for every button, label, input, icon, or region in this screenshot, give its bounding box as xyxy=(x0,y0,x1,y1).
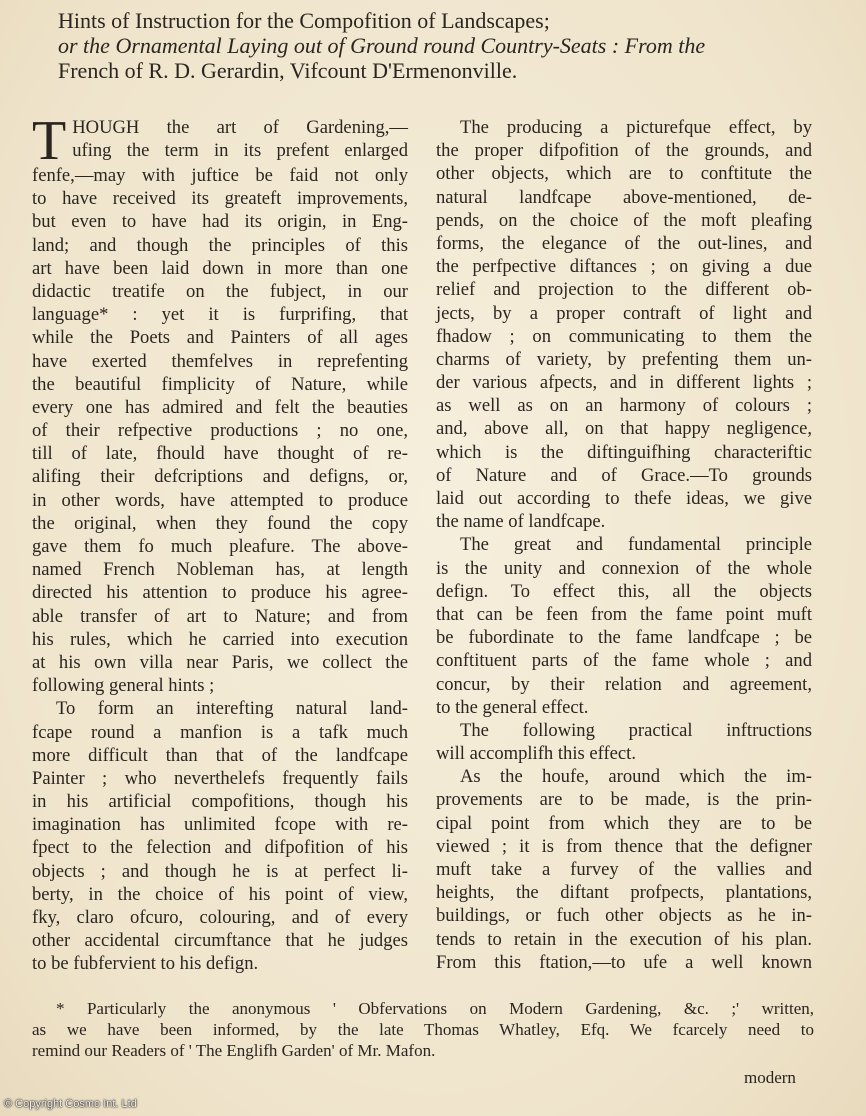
footnote-line: * Particularly the anonymous ' Obfervations on Modern Gardening, &c. ;' written, xyxy=(56,999,814,1018)
text-line: fky, claro ofcuro, colouring, and of every xyxy=(32,907,408,928)
text-line: laid out according to thefe ideas, we give xyxy=(436,488,812,509)
right-paragraph-2 xyxy=(436,533,812,719)
text-line: gave them fo much pleafure. The above- xyxy=(32,536,408,557)
left-paragraph-2 xyxy=(32,697,408,975)
text-line: fcape round a manfion is a tafk much xyxy=(32,721,408,743)
text-line: pends, on the choice of the moft pleafing xyxy=(436,209,812,231)
text-line: his rules, which he carried into execution xyxy=(32,628,408,650)
right-paragraph-1 xyxy=(436,116,812,533)
title-line-3: French of R. D. Gerardin, Vifcount D'Ermenonville. xyxy=(58,58,518,83)
text-line: To form an interefting natural land- xyxy=(56,698,408,720)
right-paragraph-4 xyxy=(436,765,812,974)
text-line: berty, in the choice of his point of view, xyxy=(32,883,408,905)
text-line: art have been laid down in more than one xyxy=(32,257,408,279)
text-line: cipal point from which they are to be xyxy=(436,812,812,834)
text-line: that can be feen from the fame point muft xyxy=(436,603,812,625)
text-line: to the general effect. xyxy=(436,696,589,718)
text-line: ufing the term in its prefent enlarged xyxy=(72,140,408,162)
text-line: As the houfe, around which the im- xyxy=(460,766,812,788)
text-line: fenfe,—may with juftice be faid not only xyxy=(32,165,408,186)
text-line: heights, the diftant profpects, plantations, xyxy=(436,882,812,904)
text-line: The following practical inftructions xyxy=(460,719,812,741)
text-line: of their refpective productions ; no one, xyxy=(32,420,408,442)
text-line: but even to have had its origin, in Eng- xyxy=(32,211,408,233)
text-line: in other words, have attempted to produce xyxy=(32,489,408,511)
text-line: muft take a furvey of the vallies and xyxy=(436,859,812,880)
title-line-1: Hints of Instruction for the Compofition of Landscapes; xyxy=(58,8,550,33)
text-line: alifing their defcriptions and defigns, or, xyxy=(32,466,408,488)
text-line: objects ; and though he is at perfect li- xyxy=(32,860,408,882)
text-line: have exerted themfelves in reprefenting xyxy=(32,350,408,372)
text-line: tends to retain in the execution of his plan. xyxy=(436,928,812,950)
text-line: concur, by their relation and agreement, xyxy=(436,673,812,695)
text-line: at his own villa near Paris, we collect the xyxy=(32,651,408,673)
text-line: provements are to be made, is the prin- xyxy=(436,789,812,811)
text-line: and, above all, on that happy negligence, xyxy=(436,418,812,440)
text-line: imagination has unlimited fcope with re- xyxy=(32,814,408,836)
catchword: modern xyxy=(744,1068,796,1087)
left-column xyxy=(32,110,408,976)
text-line: more difficult than that of the landfcape xyxy=(32,744,408,766)
copyright-watermark: © Copyright Cosmo Int. Ltd xyxy=(4,1098,137,1110)
drop-cap: T xyxy=(32,110,67,172)
right-column xyxy=(436,116,812,974)
left-paragraph-1 xyxy=(32,164,408,697)
text-line: of Nature and of Grace.—To grounds xyxy=(436,464,812,486)
right-paragraph-3 xyxy=(436,719,812,765)
text-line: directed his attention to produce his agree- xyxy=(32,582,408,604)
text-line: able transfer of art to Nature; and from xyxy=(32,605,408,627)
text-line: natural landfcape above-mentioned, de- xyxy=(436,186,812,208)
text-line: following general hints ; xyxy=(32,675,215,697)
text-line: be fubordinate to the fame landfcape ; be xyxy=(436,627,812,649)
text-line: der various afpects, and in different lights ; xyxy=(436,372,812,394)
text-line: to have received its greateft improvements, xyxy=(32,188,408,210)
text-line: Painter ; who neverthelefs frequently fails xyxy=(32,767,408,789)
text-line: which is the diftinguifhing characteriftic xyxy=(436,441,812,463)
text-line: is the unity and connexion of the whole xyxy=(436,557,812,579)
text-line: HOUGH the art of Gardening,— xyxy=(72,117,408,138)
text-line: buildings, or fuch other objects as he in- xyxy=(436,905,812,927)
text-line: till of late, fhould have thought of re- xyxy=(32,443,408,465)
text-line: viewed ; it is from thence that the defigner xyxy=(436,835,812,857)
footnote-line: as we have been informed, by the late Thomas Whatley, Efq. We fcarcely need to xyxy=(32,1020,814,1039)
text-line: the original, when they found the copy xyxy=(32,512,408,534)
title-line-2: or the Ornamental Laying out of Ground round Country-Seats : From the xyxy=(58,33,706,58)
text-line: relief and projection to the different ob- xyxy=(436,279,812,301)
footnote-line: remind our Readers of ' The Englifh Garden' of Mr. Mafon. xyxy=(32,1041,436,1060)
text-line: land; and though the principles of this xyxy=(32,234,408,256)
footnote xyxy=(32,998,814,1061)
text-line: language* : yet it is furprifing, that xyxy=(32,304,408,326)
text-line: as well as on an harmony of colours ; xyxy=(436,395,812,417)
text-line: jects, by a proper contraft of light and xyxy=(436,302,812,324)
text-line: forms, the elegance of the out-lines, and xyxy=(436,232,812,254)
text-line: other objects, which are to conftitute the xyxy=(436,163,812,185)
text-line: From this ftation,—to ufe a well known xyxy=(436,951,812,973)
text-line: named French Nobleman has, at length xyxy=(32,559,408,581)
text-line: in his artificial compofitions, though his xyxy=(32,791,408,813)
text-line: The producing a picturefque effect, by xyxy=(460,117,812,138)
text-line: didactic treatife on the fubject, in our xyxy=(32,280,408,302)
text-line: will accomplifh this effect. xyxy=(436,743,636,765)
text-line: the beautiful fimplicity of Nature, while xyxy=(32,373,408,395)
text-line: the name of landfcape. xyxy=(436,511,606,533)
text-line: fpect to the felection and difpofition of his xyxy=(32,837,408,859)
text-line: charms of variety, by prefenting them un- xyxy=(436,348,812,370)
text-line: the proper difpofition of the grounds, and xyxy=(436,140,812,162)
text-line: other accidental circumftance that he judges xyxy=(32,930,408,952)
article-title xyxy=(58,8,828,83)
text-line: to be fubfervient to his defign. xyxy=(32,953,259,975)
text-line: The great and fundamental principle xyxy=(460,534,812,556)
text-line: conftituent parts of the fame whole ; and xyxy=(436,650,812,672)
text-line: the perfpective diftances ; on giving a due xyxy=(436,256,812,278)
text-line: every one has admired and felt the beauties xyxy=(32,396,408,418)
text-line: defign. To effect this, all the objects xyxy=(436,580,812,602)
text-line: while the Poets and Painters of all ages xyxy=(32,327,408,349)
text-line: fhadow ; on communicating to them the xyxy=(436,325,812,347)
